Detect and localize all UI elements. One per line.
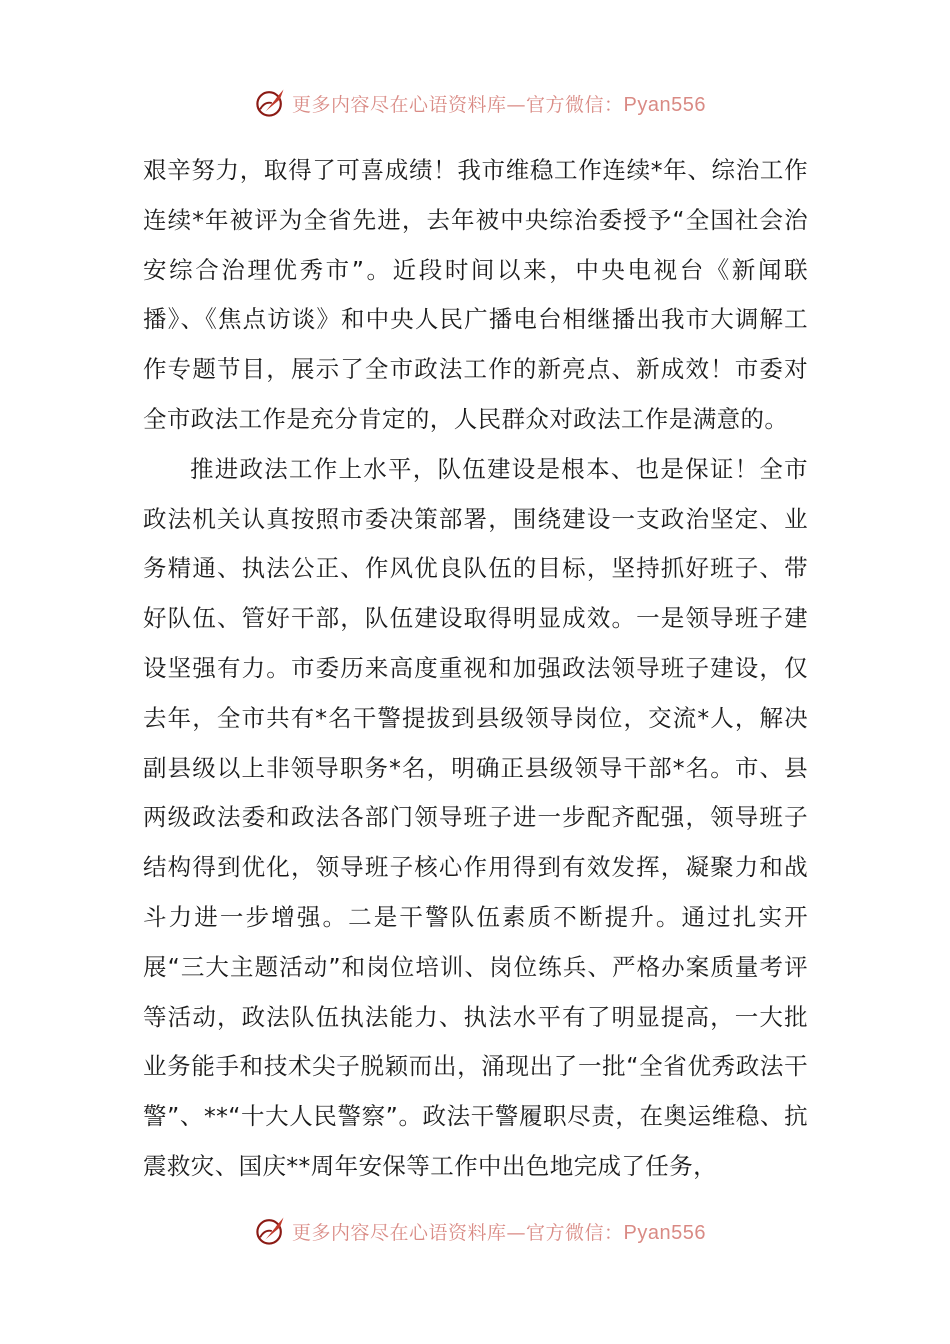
header-wechat-id: Pyan556 [623,93,706,116]
footer-wechat-id: Pyan556 [623,1221,706,1244]
header-banner-text [292,90,706,117]
quill-pen-logo-icon [252,1213,288,1249]
header-banner-inner [252,85,706,121]
header-banner [0,82,950,124]
footer-banner-label: 更多内容尽在心语资料库—官方微信： [292,1221,624,1244]
quill-pen-logo-icon [252,85,288,121]
footer-banner-text [292,1218,706,1245]
document-body [143,146,808,1192]
header-banner-label: 更多内容尽在心语资料库—官方微信： [292,93,624,116]
body-paragraph-1: 艰辛努力，取得了可喜成绩！我市维稳工作连续*年、综治工作连续*年被评为全省先进，去年被中央综治委授予“全国社会治安综合治理优秀市”。近段时间以来，中央电视台《新闻联播》、《焦点访谈》和中央人民广播电台相继播出我市大调解工作专题节目，展示了全市政法工作的新亮点、新成效！市委对全市政法工作是充分肯定的，人民群众对政法工作是满意的。 [143,156,808,433]
footer-banner-inner [252,1213,706,1249]
body-paragraph-2: 推进政法工作上水平，队伍建设是根本、也是保证！全市政法机关认真按照市委决策部署，围绕建设一支政治坚定、业务精通、执法公正、作风优良队伍的目标，坚持抓好班子、带好队伍、管好干部，队伍建设取得明显成效。一是领导班子建设坚强有力。市委历来高度重视和加强政法领导班子建设，仅去年，全市共有*名干警提拔到县级领导岗位，交流*人，解决副县级以上非领导职务*名，明确正县级领导干部*名。市、县两级政法委和政法各部门领导班子进一步配齐配强，领导班子结构得到优化，领导班子核心作用得到有效发挥，凝聚力和战斗力进一步增强。二是干警队伍素质不断提升。通过扎实开展“三大主题活动”和岗位培训、岗位练兵、严格办案质量考评等活动，政法队伍执法能力、执法水平有了明显提高，一大批业务能手和技术尖子脱颖而出，涌现出了一批“全省优秀政法干警”、**“十大人民警察”。政法干警履职尽责，在奥运维稳、抗震救灾、国庆**周年安保等工作中出色地完成了任务， [143,454,808,1180]
footer-banner [0,1210,950,1252]
